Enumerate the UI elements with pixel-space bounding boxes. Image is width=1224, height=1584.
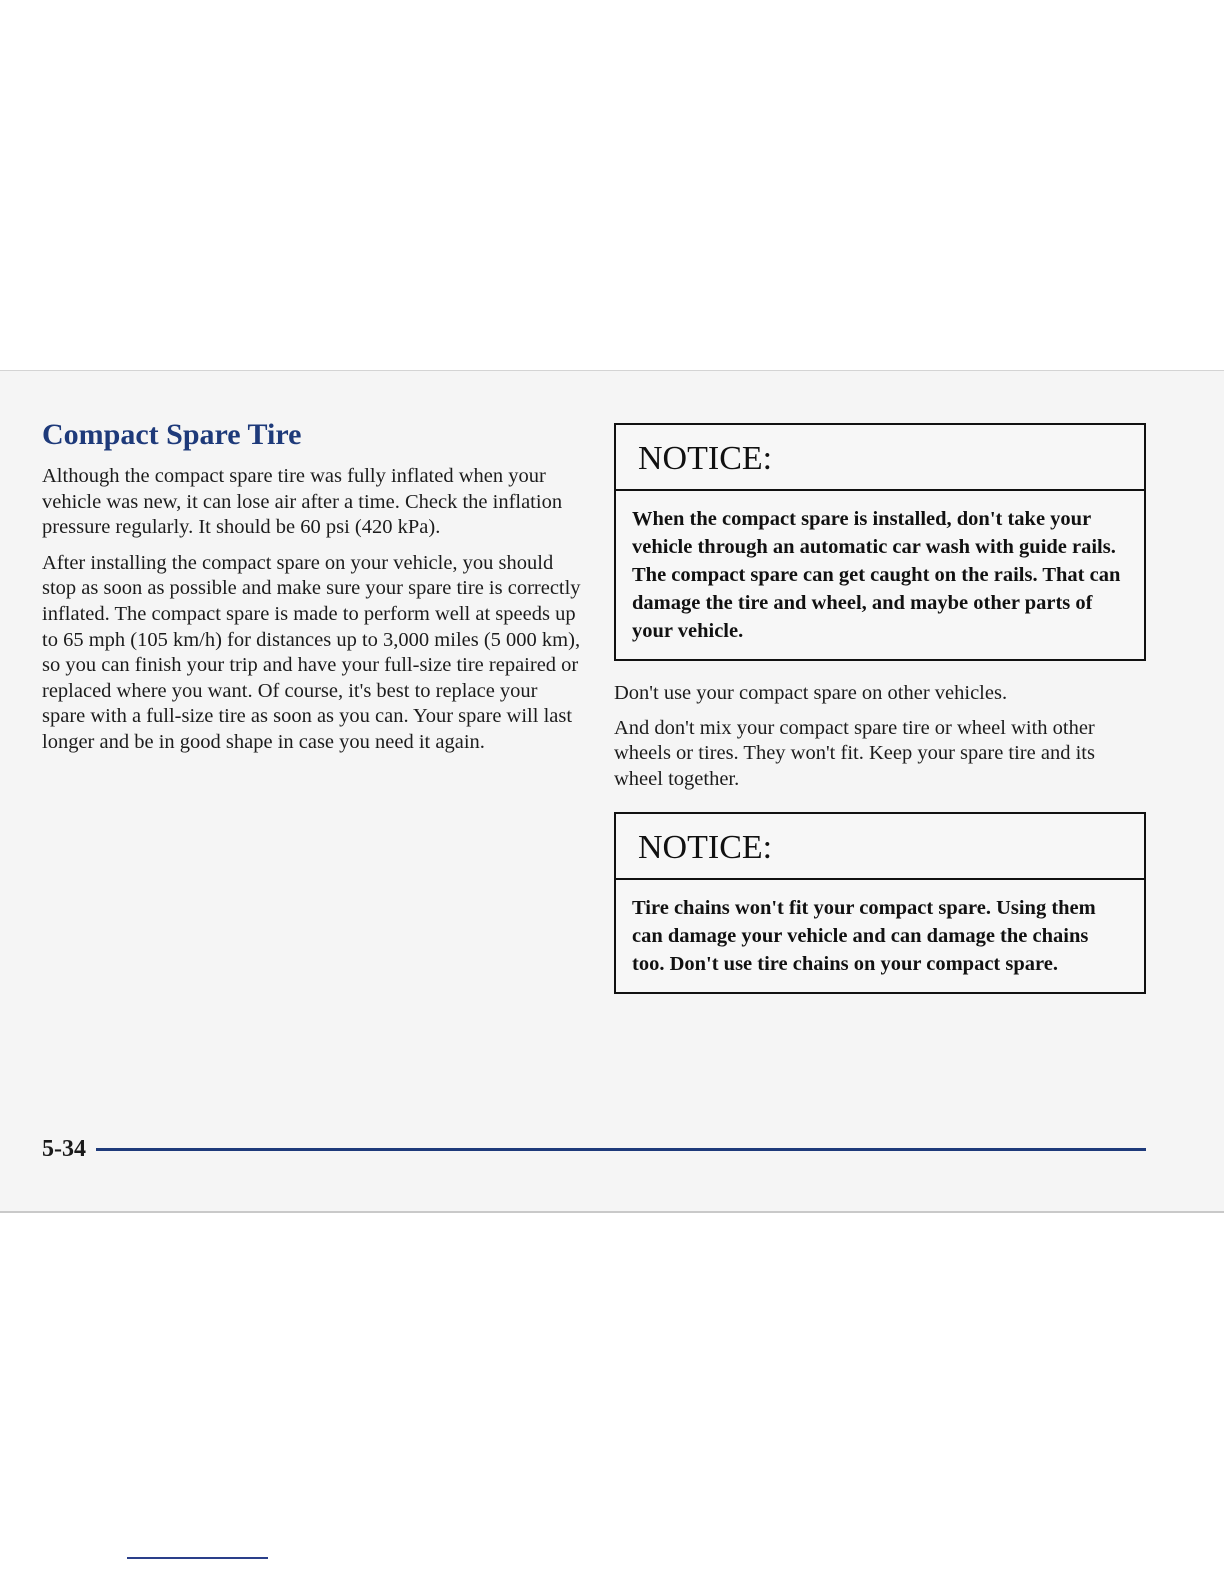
notice-box-car-wash xyxy=(614,423,1146,661)
section-title: Compact Spare Tire xyxy=(42,418,302,451)
notice-body: When the compact spare is installed, don't take your vehicle through an automatic car wash with guide rails. The compact spare can get caught on the rails. That can damage the tire and wheel, and maybe other parts of your vehicle. xyxy=(632,508,1121,642)
page-number: 5-34 xyxy=(42,1135,86,1162)
page-footer xyxy=(42,1134,1146,1164)
paragraph-inflation: Although the compact spare tire was fully inflated when your vehicle was new, it can lose air after a time. Check the inflation pressure regularly. It should be 60 psi (420 kPa). xyxy=(42,465,563,539)
notice-body: Tire chains won't fit your compact spare. Using them can damage your vehicle and can damage the chains too. Don't use tire chains on your compact spare. xyxy=(632,897,1096,976)
notice-heading: NOTICE: xyxy=(616,814,1144,880)
paragraph-usage: After installing the compact spare on your vehicle, you should stop as soon as possible and make sure your spare tire is correctly inflated. The compact spare is made to perform well at speeds up to 65 mph (105 km/h) for distances up to 3,000 miles (5 000 km), so you can finish your trip and have your full-size tire repaired or replaced where you want. Of course, it's best to replace your spare with a full-size tire as soon as you can. Your spare will last longer and be in good shape in case you need it again. xyxy=(42,551,581,753)
notice-box-tire-chains xyxy=(614,812,1146,994)
right-text-block xyxy=(614,681,1146,792)
left-column xyxy=(42,416,582,766)
paragraph-mixing: And don't mix your compact spare tire or wheel with other wheels or tires. They won't fit. Keep your spare tire and its wheel together. xyxy=(614,716,1095,790)
right-column xyxy=(614,423,1146,994)
footer-rule xyxy=(96,1148,1146,1151)
bottom-divider xyxy=(127,1557,268,1559)
paragraph-other-vehicles: Don't use your compact spare on other vehicles. xyxy=(614,682,1008,704)
notice-heading: NOTICE: xyxy=(616,425,1144,491)
